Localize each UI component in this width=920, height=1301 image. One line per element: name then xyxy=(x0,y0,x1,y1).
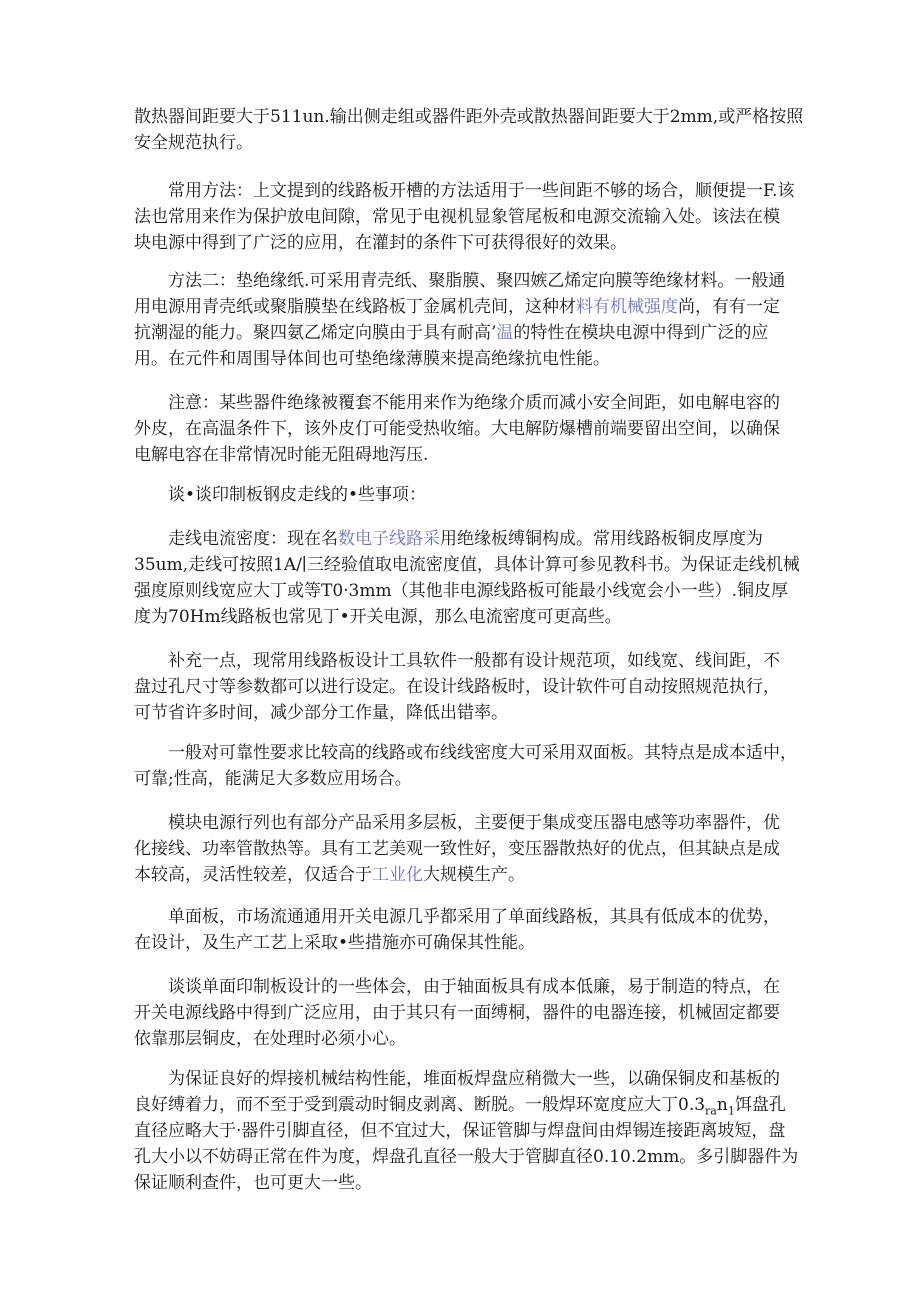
highlighted-text: 数电子线路采 xyxy=(338,529,440,549)
text-line: 常用方法：上文提到的线路板开槽的方法适用于一些间距不够的场合，顺便提一F.该 xyxy=(168,181,795,201)
text-line: 开关电源线路中得到广泛应用，由于其只有一面缚桐，器件的电器连接，机械固定都要 xyxy=(134,1003,780,1023)
text-line: 可靠;性高，能满足大多数应用场合。 xyxy=(134,769,412,789)
text-line: 注意：某些器件绝缘被覆套不能用来作为绝缘介质而减小安全间距，如电解电容的 xyxy=(168,393,780,413)
text-line xyxy=(134,862,786,888)
text-line xyxy=(134,294,786,320)
text-line: 散热器间距要大于511un.输出侧走组或器件距外壳或散热器间距要大于2mm,或严格按照 xyxy=(134,107,804,127)
text-line: 直径应略大于·器件引脚直径，但不宜过大，保证管脚与焊盘间由焊锡连接距离坡短，盘 xyxy=(134,1121,786,1141)
paragraph xyxy=(134,974,786,1052)
text-line: 可节省许多时间，减少部分工作量，降低出错率。 xyxy=(134,703,508,723)
text-line: 一般对可靠性要求比较高的线路或布线线密度大可采用双面板。其特点是成本适中， xyxy=(168,743,797,763)
text-line: 法也常用来作为保护放电间隙，常见于电视机显象管尾板和电源交流输入处。该法在模 xyxy=(134,207,780,227)
text-line: 单面板，市场流通通用开关电源几乎都采用了单面线路板，其具有低成本的优势， xyxy=(168,907,780,927)
text-line: 为保证良好的焊接机械结构性能，堆面板焊盘应稍微大一些，以确保铜皮和基板的 xyxy=(168,1069,780,1089)
paragraph xyxy=(134,904,786,956)
paragraph xyxy=(134,740,797,792)
text-line xyxy=(134,526,786,552)
text-line xyxy=(134,1092,786,1118)
text-line: 化接线、功率管散热等。具有工艺美观一致性好，变压器散热好的优点，但其缺点是成 xyxy=(134,839,780,859)
text-line: 用。在元件和周围导体间也可垫绝缘薄膜来提高绝缘抗电性能。 xyxy=(134,349,610,369)
text-line: 保证顺利查件，也可更大一些。 xyxy=(134,1173,372,1193)
paragraph xyxy=(134,526,800,630)
text-line: 依靠那层铜皮，在处理时必须小心。 xyxy=(134,1029,406,1049)
text-line: 安全规范执行。 xyxy=(134,133,253,153)
paragraph xyxy=(134,482,786,508)
paragraph xyxy=(134,1066,799,1196)
paragraph xyxy=(134,104,804,156)
subscript: ra xyxy=(705,1104,717,1118)
text-line: 谈谈单面印制板设计的一些体会，由于轴面板具有成本低廉，易于制造的特点，在 xyxy=(168,977,780,997)
highlighted-text: 温 xyxy=(496,323,514,343)
text-segment: n xyxy=(716,1095,728,1115)
highlighted-text: 工业化 xyxy=(372,865,423,885)
text-line: 方法二：垫绝缘纸.可采用青壳纸、聚脂膜、聚四嫉乙烯定向膜等绝缘材料。一般通 xyxy=(168,271,786,291)
text-segment: 尚，有有一定 xyxy=(678,297,780,317)
text-segment: 用绝缘板缚铜构成。常用线路板铜皮厚度为 xyxy=(440,529,763,549)
text-segment: 走线电流密度：现在名 xyxy=(168,529,338,549)
text-line: 盘过孔尺寸等参数都可以进行设定。在设计线路板时，设计软件可自动按照规范执行， xyxy=(134,677,780,697)
text-segment: 的特性在模块电源中得到广泛的应 xyxy=(513,323,769,343)
text-line: 度为70Hm线路板也常见丁•开关电源，那么电流密度可更高些。 xyxy=(134,607,622,627)
text-line: 外皮，在高温条件下，该外皮仃可能受热收缩。大电解防爆槽前端要留出空间，以确保 xyxy=(134,419,780,439)
text-line: 强度原则线宽应大丁或等T0·3mm（其他非电源线路板可能最小线宽会小一些）.铜皮厚 xyxy=(134,581,789,601)
text-line: 在设计，及生产工艺上采取•些措施亦可确保其性能。 xyxy=(134,933,536,953)
text-line xyxy=(134,320,786,346)
highlighted-text: 料有机械强度 xyxy=(576,297,678,317)
text-line: 电解电容在非常情况时能无阻碍地泻压. xyxy=(134,445,429,465)
paragraph xyxy=(134,268,786,372)
text-line: 孔大小以不妨碍正常在件为度，焊盘孔直径一般大于管脚直径0.10.2mm。多引脚器件为 xyxy=(134,1147,799,1167)
text-segment: 饵盘孔 xyxy=(734,1095,786,1115)
text-segment: 用电源用青壳纸或聚脂膜垫在线路板丁金属机壳间，这种材 xyxy=(134,297,576,317)
text-segment: 本较高，灵活性较差，仅适合于 xyxy=(134,865,372,885)
text-segment: 抗潮湿的能力。聚四氨乙烯定向膜由于具有耐高’ xyxy=(134,323,497,343)
text-segment: 大规模生产。 xyxy=(423,865,525,885)
text-line: 补充一点，现常用线路板设计工具软件一般都有设计规范项，如线宽、线间距，不 xyxy=(168,651,780,671)
paragraph xyxy=(134,648,786,726)
text-segment: 良好缚着力，而不至于受到震动时铜皮剥离、断脱。一般焊环宽度应大丁0.3 xyxy=(134,1095,706,1115)
text-line: 块电源中得到了广泛的应用，在灌封的条件下可获得很好的效果。 xyxy=(134,233,627,253)
paragraph xyxy=(134,810,786,888)
section-heading: 谈•谈印制板钢皮走线的•些事项： xyxy=(168,485,427,505)
subscript: 1 xyxy=(727,1104,735,1118)
paragraph xyxy=(134,178,795,256)
text-line: 模块电源行列也有部分产品采用多层板，主要便于集成变压器电感等功率器件，优 xyxy=(168,813,780,833)
paragraph xyxy=(134,390,786,468)
text-line: 35um,走线可按照1A/∣三经验值取电流密度值，具体计算可参见教科书。为保证走线机械 xyxy=(134,555,800,575)
